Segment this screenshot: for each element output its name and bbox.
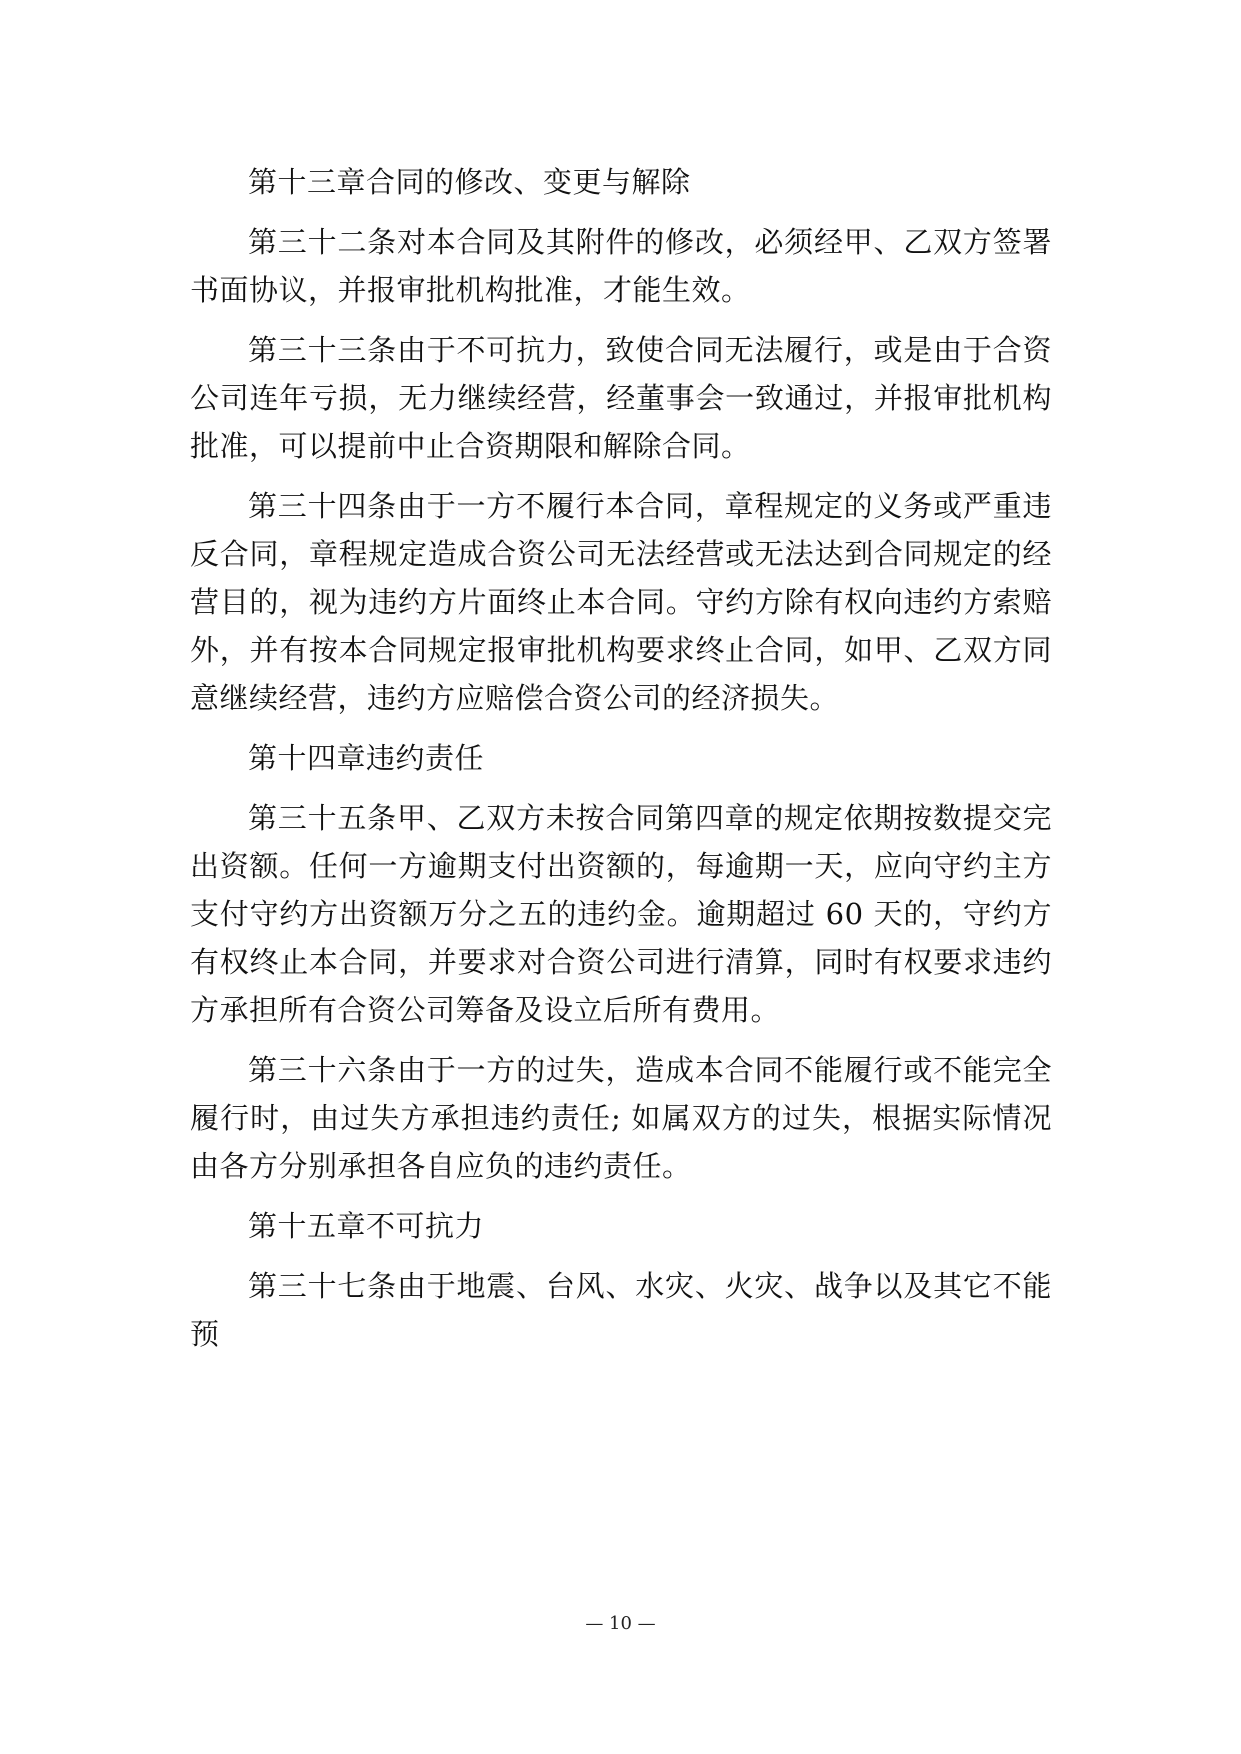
article-37: 第三十七条由于地震、台风、水灾、火灾、战争以及其它不能预 [190,1269,1052,1351]
document-body [190,158,1052,1370]
article-32: 第三十二条对本合同及其附件的修改，必须经甲、乙双方签署书面协议，并报审批机构批准，才能生效。 [190,225,1052,307]
chapter-13-heading: 第十三章合同的修改、变更与解除 [248,165,691,199]
article-33: 第三十三条由于不可抗力，致使合同无法履行，或是由于合资公司连年亏损，无力继续经营，经董事会一致通过，并报审批机构批准，可以提前中止合资期限和解除合同。 [190,333,1052,463]
page-number: — 10 — [585,1613,656,1634]
article-35: 第三十五条甲、乙双方未按合同第四章的规定依期按数提交完出资额。任何一方逾期支付出资额的，每逾期一天，应向守约主方支付守约方出资额万分之五的违约金。逾期超过 60 天的，守约方有权终止本合同，并要求对合资公司进行清算，同时有权要求违约方承担所有合资公司筹备及设立后所有费用。 [190,801,1052,1027]
article-36: 第三十六条由于一方的过失，造成本合同不能履行或不能完全履行时，由过失方承担违约责任; 如属双方的过失，根据实际情况由各方分别承担各自应负的违约责任。 [190,1053,1052,1183]
chapter-15-heading: 第十五章不可抗力 [248,1209,485,1243]
chapter-14-heading: 第十四章违约责任 [248,741,485,775]
article-34: 第三十四条由于一方不履行本合同，章程规定的义务或严重违反合同，章程规定造成合资公司无法经营或无法达到合同规定的经营目的，视为违约方片面终止本合同。守约方除有权向违约方索赔外，并有按本合同规定报审批机构要求终止合同，如甲、乙双方同意继续经营，违约方应赔偿合资公司的经济损失。 [190,489,1052,715]
